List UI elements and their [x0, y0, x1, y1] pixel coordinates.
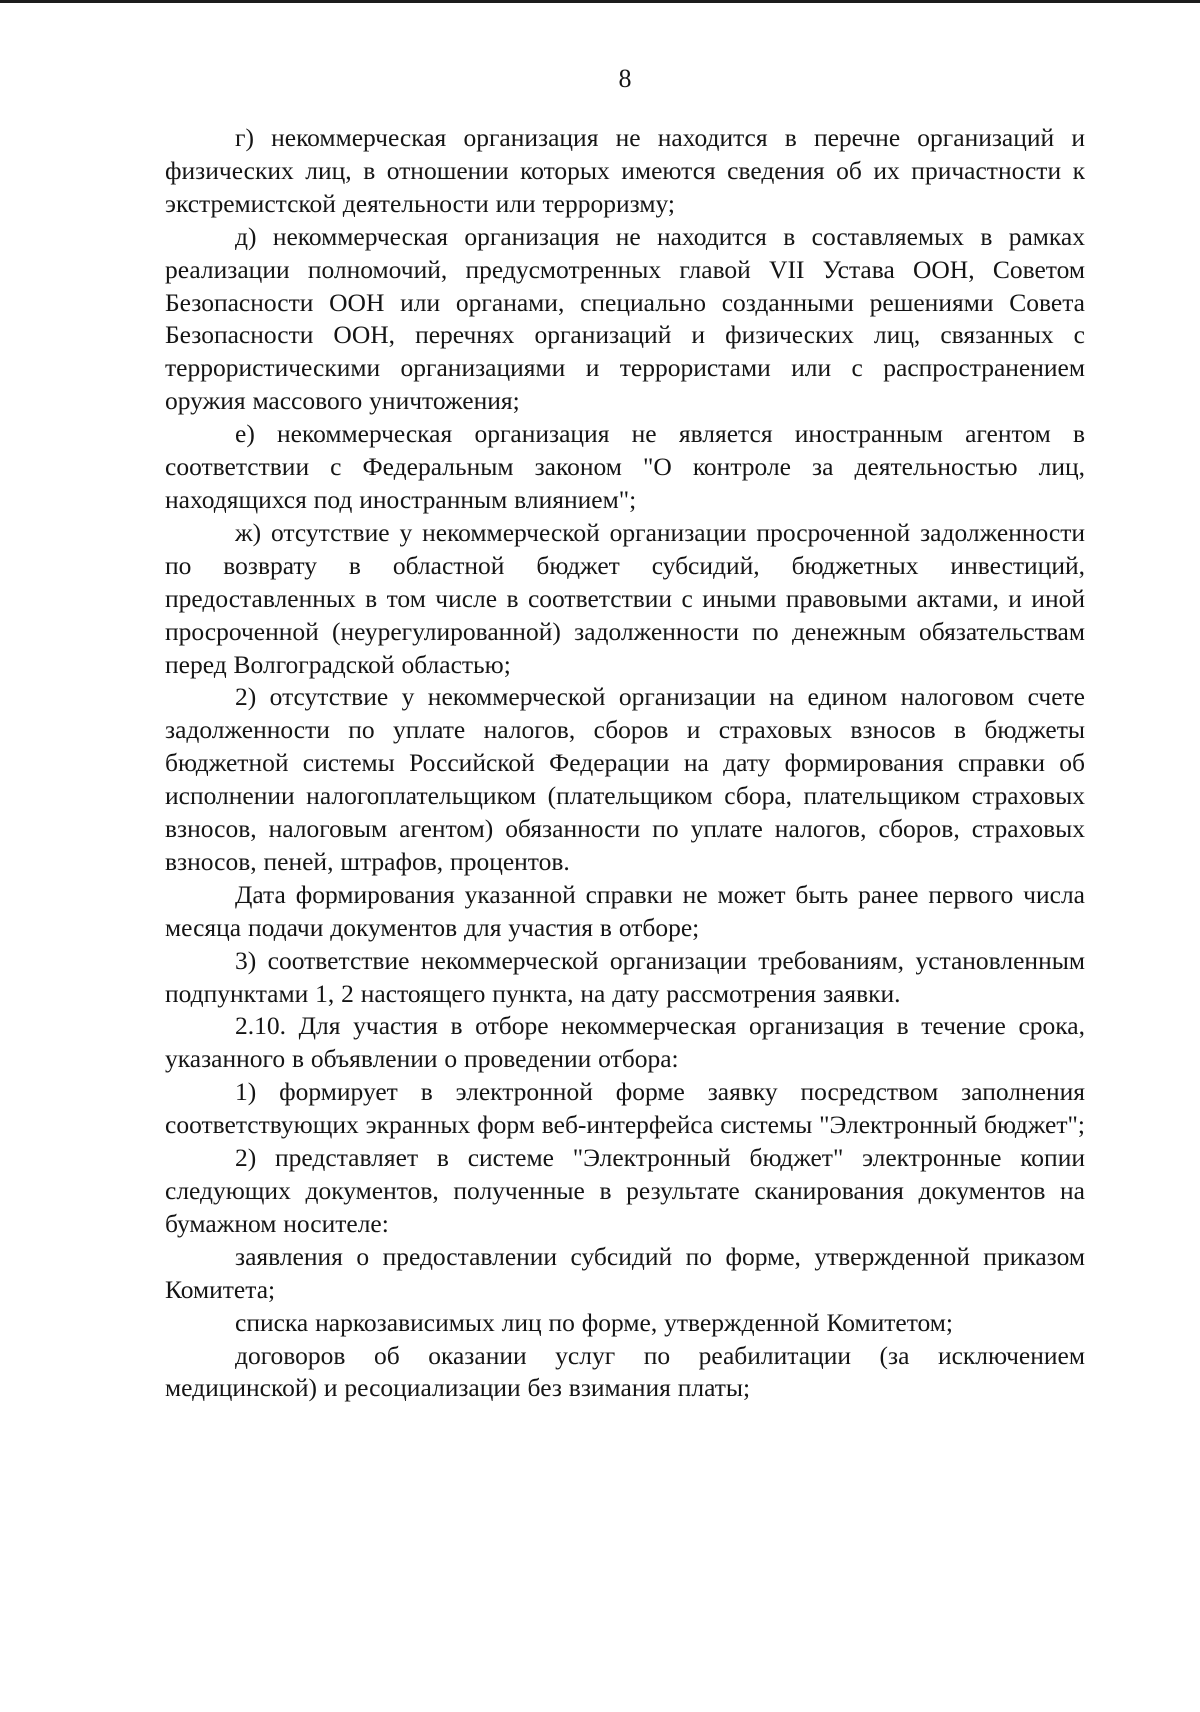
paragraph-item-e: е) некоммерческая организация не является иностранным агентом в соответствии с Федеральным законом "О контроле за деятельностью лиц, находящихся под иностранным влиянием"; — [165, 419, 1085, 514]
paragraph-item-d: д) некоммерческая организация не находится в составляемых в рамках реализации полномочий, предусмотренных главой VII Устава ООН, Советом Безопасности ООН или органами, специально созданными решениями Совета Безопасности ООН, перечнях организаций и физических лиц, связанных с террористическими организациями и террористами или с распространением оружия массового уничтожения; — [165, 221, 1085, 416]
paragraph-subitem-2: 2) представляет в системе "Электронный бюджет" электронные копии следующих документов, полученные в результате сканирования документов на бумажном носителе: — [165, 1143, 1085, 1238]
paragraph-item-2-tax-debt: 2) отсутствие у некоммерческой организации на едином налоговом счете задолженности по уплате налогов, сборов и страховых взносов в бюджеты бюджетной системы Российской Федерации на дату формирования справки об исполнении налогоплательщиком (плательщиком сбора, плательщиком страховых взносов, налоговым агентом) обязанности по уплате налогов, сборов, страховых взносов, пеней, штрафов, процентов. — [165, 682, 1085, 876]
paragraph-service-contracts: договоров об оказании услуг по реабилитации (за исключением медицинской) и ресоциализации без взимания платы; — [165, 1340, 1085, 1403]
paragraph-item-g: г) некоммерческая организация не находится в перечне организаций и физических лиц, в отношении которых имеются сведения об их причастности к экстремистской деятельности или терроризму; — [165, 123, 1085, 218]
paragraph-certificate-date: Дата формирования указанной справки не может быть ранее первого числа месяца подачи документов для участия в отборе; — [165, 879, 1085, 942]
paragraph-persons-list: списка наркозависимых лиц по форме, утвержденной Комитетом; — [235, 1307, 953, 1337]
paragraph-application-statement: заявления о предоставлении субсидий по форме, утвержденной приказом Комитета; — [165, 1241, 1085, 1304]
paragraph-subitem-1: 1) формирует в электронной форме заявку посредством заполнения соответствующих экранных форм веб-интерфейса системы "Электронный бюджет"; — [165, 1077, 1085, 1140]
paragraph-item-3: 3) соответствие некоммерческой организации требованиям, установленным подпунктами 1, 2 настоящего пункта, на дату рассмотрения заявки. — [165, 945, 1085, 1008]
paragraph-section-2-10: 2.10. Для участия в отборе некоммерческая организация в течение срока, указанного в объявлении о проведении отбора: — [165, 1011, 1085, 1074]
paragraph-item-zh: ж) отсутствие у некоммерческой организации просроченной задолженности по возврату в областной бюджет субсидий, бюджетных инвестиций, предоставленных в том числе в соответствии с иными правовыми актами, и иной просроченной (неурегулированной) задолженности по денежным обязательствам перед Волгоградской областью; — [165, 517, 1085, 679]
page-number: 8 — [618, 64, 632, 93]
document-body — [165, 122, 1085, 1405]
